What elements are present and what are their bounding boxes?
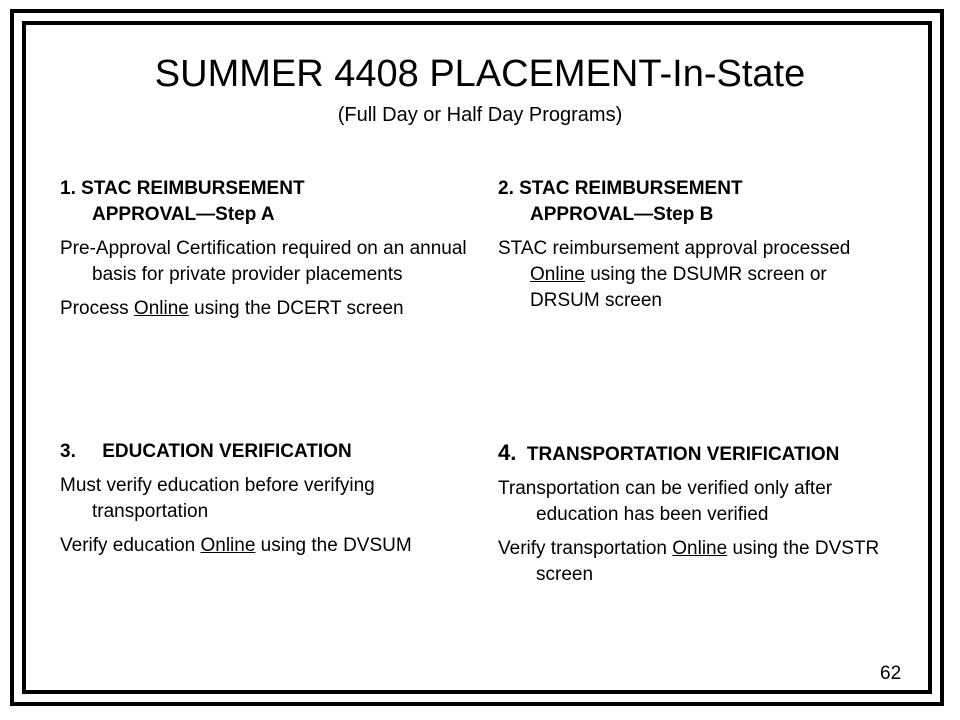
section-transportation-text-2: Verify transportation Online using the DVSTR screen [498,538,880,585]
slide-subtitle: (Full Day or Half Day Programs) [337,104,623,126]
section-transportation-text-1: Transportation can be verified only after education has been verified [498,478,833,525]
section-education-text-2: Verify education Online using the DVSUM [60,535,412,556]
section-step-a-heading: 1. STAC REIMBURSEMENT APPROVAL—Step A [60,178,305,225]
section-step-a-text-1: Pre-Approval Certification required on an annual basis for private provider placements [60,238,467,285]
section-step-a [60,176,470,322]
section-step-b-heading: 2. STAC REIMBURSEMENT APPROVAL—Step B [498,178,743,225]
section-step-b-text-1: STAC reimbursement approval processed Online using the DSUMR screen or DRSUM screen [498,238,851,311]
section-transportation-verification [498,440,908,588]
online-link: Online [530,264,585,285]
section-step-b [498,176,898,314]
slide-title: SUMMER 4408 PLACEMENT-In-State [154,53,806,95]
online-link: Online [133,298,189,319]
page-number: 62 [880,663,902,684]
section-education-heading: 3. EDUCATION VERIFICATION [60,441,352,462]
section-education-verification [60,439,470,559]
online-link: Online [672,538,728,559]
section-education-text-1: Must verify education before verifying transportation [60,475,375,522]
section-transportation-heading: 4. TRANSPORTATION VERIFICATION [498,440,840,465]
section-step-a-text-2: Process Online using the DCERT screen [60,298,404,319]
online-link: Online [200,535,256,556]
